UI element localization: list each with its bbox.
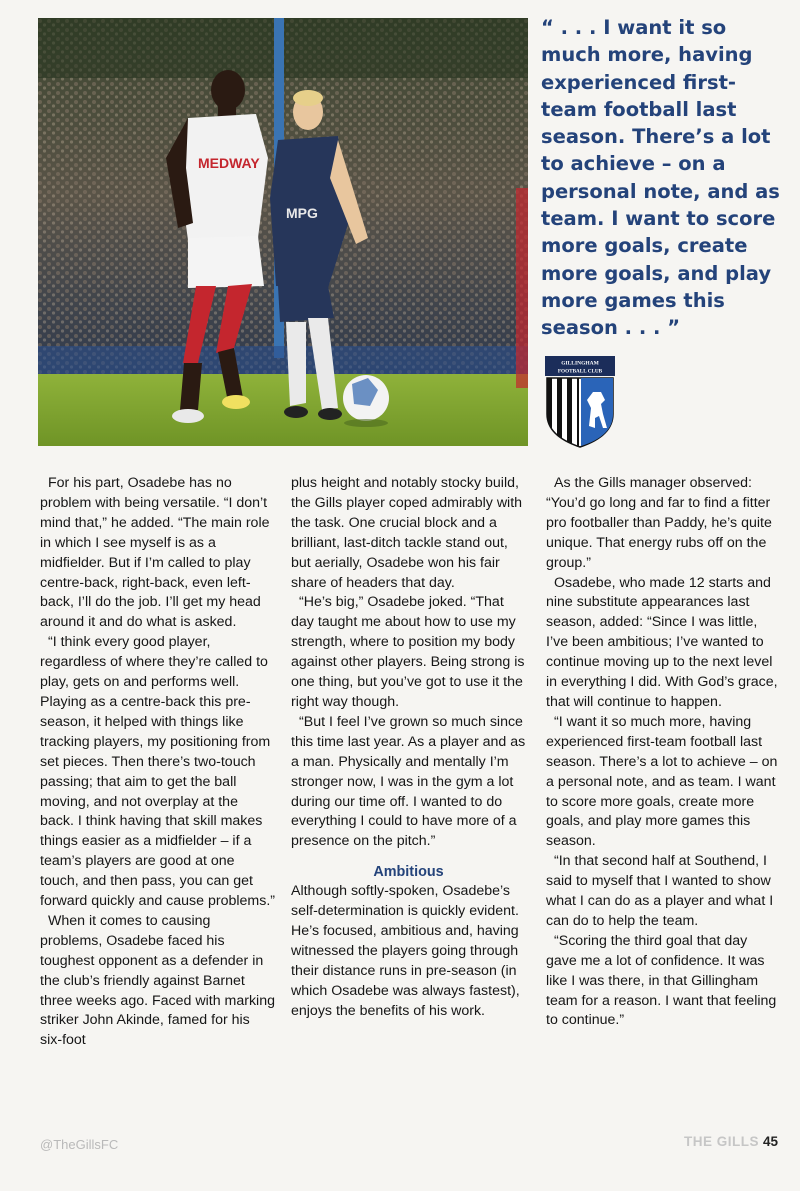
paragraph: “I think every good player, regardless of where they’re called to play, gets on and performs well. Playing as a centre-back this pre-season, it helped with things like tracking players, my positioning from set pieces. Then there’s two-touch passing; that aim to get the ball moving, and not overplay at the back. I think having that skill makes things easier as a midfielder – if a team’s players are good at one touch, and then pass, you can get forward quickly and cause problems.” (40, 634, 275, 910)
page-footer (684, 1134, 778, 1149)
paragraph: “In that second half at Southend, I said to myself that I wanted to show what I can do as a player and what I can do to help the team. (546, 853, 774, 929)
gillingham-crest-icon (545, 356, 615, 448)
magazine-name: THE GILLS (683, 1134, 759, 1149)
paragraph: Osadebe, who made 12 starts and nine substitute appearances last season, added: “Since I was little, I’ve been ambitious; I’ve wanted to continue moving up to the next level in everything I did. With God’s grace, that will continue to happen. (546, 574, 778, 710)
paragraph: For his part, Osadebe has no problem with being versatile. “I don’t mind that,” he added. “The main role in which I see myself is as a midfielder. But if I’m called to play centre-back, right-back, even left-back, I’ll do the job. I’ll get my head around it and do what is asked. (40, 475, 270, 631)
paragraph: “Scoring the third goal that day gave me a lot of confidence. It was like I was there, in that Gillingham team for a reason. I want that feeling to continue.” (546, 932, 777, 1029)
pull-quote: “ . . . I want it so much more, having experienced first-team football last season. There’s a lot to achieve – on a personal note, and as team. I want to score more goals, create more goals, and play more games this season . . . ” (541, 16, 780, 340)
match-photo (38, 18, 528, 446)
page-number: 45 (762, 1134, 778, 1149)
football-match-image (38, 18, 528, 446)
paragraph: “He’s big,” Osadebe joked. “That day taught me about how to use my strength, where to position my body against other players. Being strong is one thing, but you’ve got to use it the right way though. (291, 594, 525, 710)
paragraph: “But I feel I’ve grown so much since this time last year. As a player and as a man. Physically and mentally I’m stronger now, I was in the gym a lot during our time off. I wanted to do everything I could to have more of a presence on the pitch.” (291, 713, 526, 850)
paragraph: As the Gills manager observed: “You’d go long and far to find a fitter pro footballer than Paddy, he’s quite unique. That energy rubs off on the group.” (546, 475, 772, 571)
paragraph: When it comes to causing problems, Osadebe faced his toughest opponent as a defender in the club’s friendly against Barnet three weeks ago. Faced with marking striker John Akinde, famed for his six-foot (40, 912, 275, 1049)
svg-text:GILLINGHAM: GILLINGHAM (561, 360, 599, 367)
article-column-3 (546, 474, 781, 1031)
article-column-1 (40, 474, 275, 1051)
section-heading: Ambitious (373, 864, 444, 881)
shirt-sponsor-left: MEDWAY (198, 155, 260, 171)
social-handle: @TheGillsFC (40, 1137, 119, 1152)
article-column-2 (291, 474, 526, 1022)
paragraph: “I want it so much more, having experienced first-team football last season. There’s a lot to achieve – on a personal note, and as team. I want to score more goals, create more goals, and play more games this season. (546, 713, 778, 850)
paragraph: plus height and notably stocky build, the Gills player coped admirably with the task. One crucial block and a brilliant, last-ditch tackle stand out, but aerially, Osadebe won his fair share of headers that day. (291, 475, 523, 591)
shirt-sponsor-right: MPG (286, 205, 318, 221)
paragraph: Although softly-spoken, Osadebe’s self-determination is quickly evident. He’s focused, ambitious and, having witnessed the players going through their distance runs in pre-season (in which Osadebe was always fastest), enjoys the benefits of his work. (291, 883, 520, 1019)
svg-text:FOOTBALL CLUB: FOOTBALL CLUB (557, 368, 603, 375)
